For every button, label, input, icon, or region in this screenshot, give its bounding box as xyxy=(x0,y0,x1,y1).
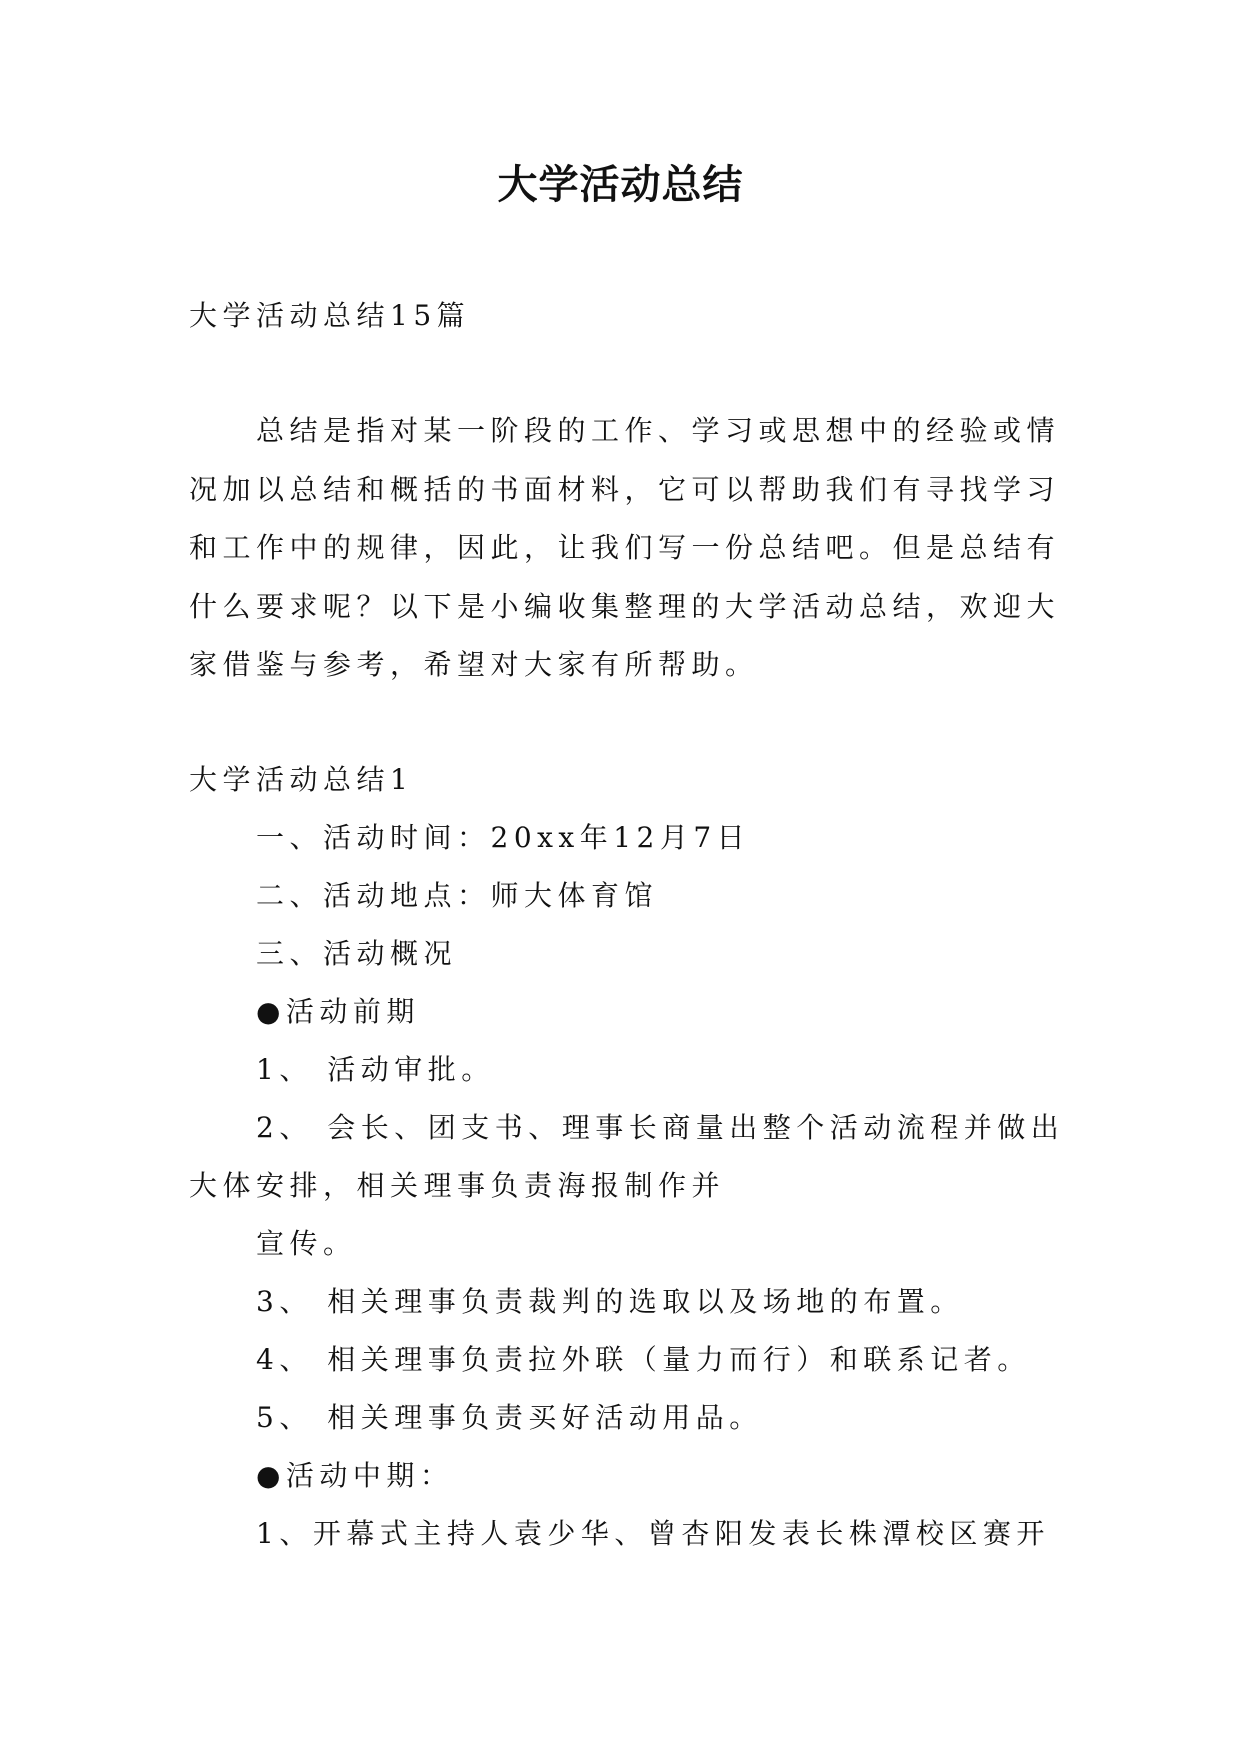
intro-paragraph-line: 家借鉴与参考，希望对大家有所帮助。 xyxy=(189,648,759,681)
body-line: 一、活动时间：20xx年12月7日 xyxy=(256,821,751,854)
bullet-heading: ●活动中期： xyxy=(256,1459,454,1492)
body-line: 大体安排，相关理事负责海报制作并 xyxy=(189,1169,726,1202)
body-line: 1、 活动审批。 xyxy=(256,1053,495,1086)
body-line: 宣传。 xyxy=(256,1227,357,1260)
section-heading: 大学活动总结1 xyxy=(189,763,414,796)
intro-paragraph-line: 况加以总结和概括的书面材料，它可以帮助我们有寻找学习 xyxy=(189,473,1061,506)
intro-paragraph-line: 总结是指对某一阶段的工作、学习或思想中的经验或情 xyxy=(256,414,1061,447)
body-line: 二、活动地点：师大体育馆 xyxy=(256,879,659,912)
intro-paragraph-line: 什么要求呢？以下是小编收集整理的大学活动总结，欢迎大 xyxy=(189,590,1061,623)
body-line: 5、 相关理事负责买好活动用品。 xyxy=(256,1401,763,1434)
body-line: 3、 相关理事负责裁判的选取以及场地的布置。 xyxy=(256,1285,964,1318)
body-line: 2、 会长、团支书、理事长商量出整个活动流程并做出 xyxy=(256,1111,1065,1144)
document-subtitle: 大学活动总结15篇 xyxy=(189,299,471,332)
body-line: 4、 相关理事负责拉外联（量力而行）和联系记者。 xyxy=(256,1343,1031,1376)
intro-paragraph-line: 和工作中的规律，因此，让我们写一份总结吧。但是总结有 xyxy=(189,531,1061,564)
body-line: 三、活动概况 xyxy=(256,937,458,970)
document-title: 大学活动总结 xyxy=(497,162,744,208)
bullet-heading: ●活动前期 xyxy=(256,995,420,1028)
body-line: 1、开幕式主持人袁少华、曾杏阳发表长株潭校区赛开 xyxy=(256,1517,1050,1550)
